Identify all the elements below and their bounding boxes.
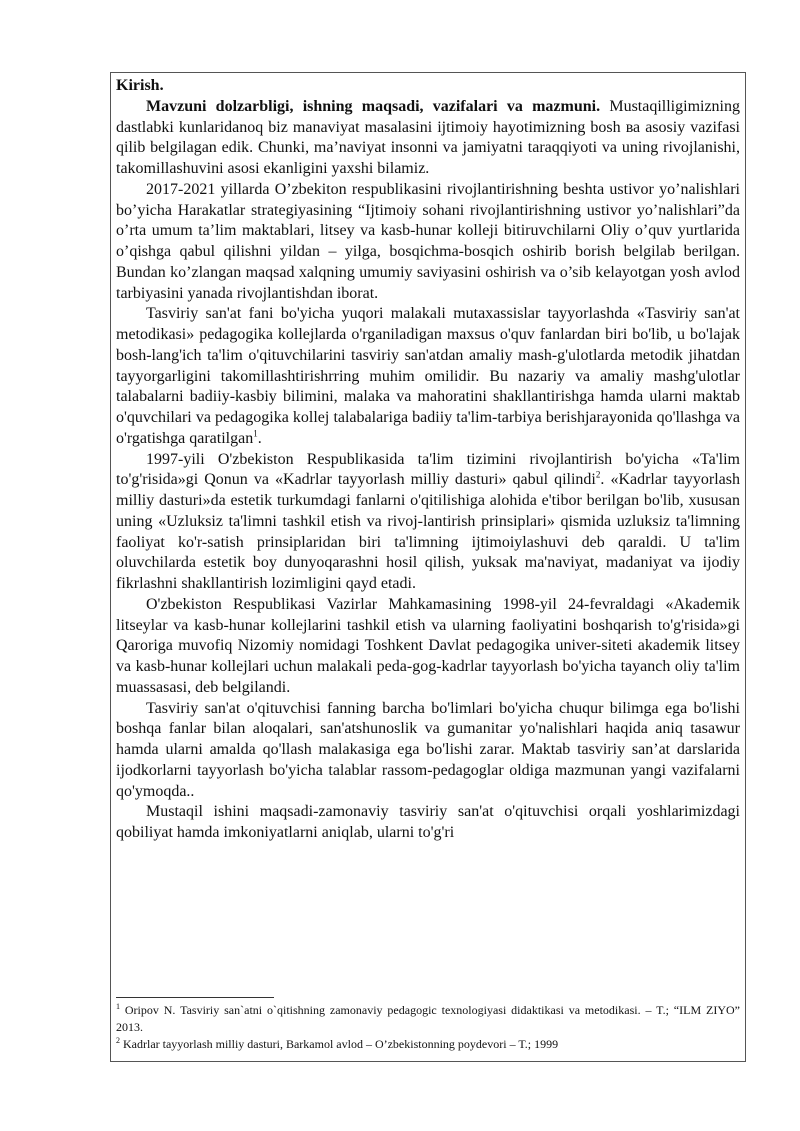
paragraph-1998-decree: O'zbekiston Respublikasi Vazirlar Mahkamasining 1998-yil 24-fevraldagi «Akademik litseylar va kasb-hunar kollejlarini tashkil etish va ularning faoliyatini boshqarish to'g'risida»gi Qaroriga muvofiq Nizomiy nomidagi Toshkent Davlat pedagogika univer-siteti akademik litsey va kasb-hunar kollejlari uchun malakali peda-gog-kadrlar tayyorlash bo'yicha tayanch oliy ta'lim muassasasi, deb belgilandi. [116, 595, 740, 696]
footnote-1 [116, 1002, 740, 1036]
footnote-mark-2: 2 [116, 1036, 120, 1045]
footnote-mark-1: 1 [116, 1002, 120, 1011]
document-body [116, 76, 740, 844]
art-methodology-text: Tasviriy san'at fani bo'yicha yuqori malakali mutaxassislar tayyorlashda «Tasviriy san'at metodikasi» pedagogika kollejlarda o'rganiladigan maxsus o'quv fanlardan biri bo'lib, u bo'lajak bosh-lang'ich ta'lim o'qituvchilarini tasviriy san'atdan amaliy mash-g'ulotlarda metodik jihatdan tayyorgarligini takomillashtirishrring muhim omilidir. Bu nazariy va amaliy mashg'ulotlar talabalarni badiiy-kasbiy bilimini, malaka va mahoratini shakllantirishga hamda ularni maktab o'quvchilari va pedagogika kollej talabalariga badiiy ta'lim-tarbiya berishjarayonida qo'llashga va o'rgatishga qaratilgan [116, 305, 740, 447]
law-text-a: 1997-yili O'zbekiston Respublikasida ta'lim tizimini rivojlantirish bo'yicha «Ta'lim to'g'risida»gi Qonun va «Kadrlar tayyorlash milliy dasturi» qabul qilindi [116, 450, 740, 489]
paragraph-purpose: Mustaqil ishini maqsadi-zamonaviy tasviriy san'at o'qituvchisi orqali yoshlarimizdagi qobiliyat hamda imkoniyatlarni aniqlab, ularni to'g'ri [116, 803, 740, 841]
paragraph-intro [116, 97, 740, 180]
footnote-2 [116, 1036, 740, 1053]
law-text-b: . «Kadrlar tayyorlash milliy dasturi»da estetik turkumdagi fanlarni o'qitilishiga alohida e'tibor berilgan bo'lib, xususan uning «Uzluksiz ta'limni tashkil etish va rivoj-lantirish prinsiplari» qismida uzluksiz ta'limning faoliyat ko'r-satish prinsiplaridan biri ta'limning ijtimoiylashuvi deb qaraldi. U ta'lim oluvchilarda estetik boy dunyoqarashni hosil qilish, yuksak ma'naviyat, madaniyat va ijodiy fikrlashni shakllantirish lozimligini qayd etadi. [116, 471, 741, 592]
section-heading: Kirish. [116, 77, 164, 94]
footnote-text-1: Oripov N. Tasviriy san`atni o`qitishning zamonaviy pedagogic texnologiyasi didaktikasi va metodikasi. – T.; “ILM ZIYO” 2013. [116, 1003, 740, 1034]
paragraph-art-methodology [116, 304, 740, 449]
intro-text: Mustaqilligimizning dastlabki kunlaridanoq biz manaviyat masalasini ijtimoiy hayotimizning bosh ва asosiy vazifasi qilib belgilagan edik. Chunki, ma’naviyat insonni va jamiyatni taraqqiyoti va uning rivojlanishi, takomillashuvini asosi ekanligini yaxshi bilamiz. [116, 97, 741, 177]
footnotes [116, 1002, 740, 1053]
paragraph-teacher-requirements: Tasviriy san'at o'qituvchisi fanning barcha bo'limlari bo'yicha chuqur bilimga ega bo'lishi boshqa fanlar bilan aloqalari, san'atshunoslik va gumanitar yo'nalishlari haqida aniq tasawur hamda ularni amalda qo'llash malakasiga ega bo'lishi zarar. Maktab tasviriy san’at darslarida ijodkorlarni tayyorlash bo'yicha talablar rassom-pedagoglar oldiga mazmunan yangi vazifalarni qo'ymoqda.. [116, 699, 740, 800]
intro-bold-lead: Mavzuni dolzarbligi, ishning maqsadi, vazifalari va mazmuni. [146, 97, 601, 115]
paragraph-strategy: 2017-2021 yillarda O’zbekiton respublikasini rivojlantirishning beshta ustivor yo’nalishlari bo’yicha Harakatlar strategiyasining “Ijtimoiy sohani rivojlantirishning ustivor yo’nalishlari”da o’rta umum ta’lim maktablari, litsey va kasb-hunar kolleji bitiruvchilarni Oliy o’quv yurtlarida o’qishga qabul qilishni yildan – yilga, bosqichma-bosqich oshirib borish belgilab berilgan. Bundan ko’zlangan maqsad xalqning umumiy saviyasini oshirish va o’sib kelayotgan yosh avlod tarbiyasini yanada rivojlantishdan iborat. [116, 180, 740, 302]
footnote-separator [116, 997, 274, 998]
footnote-ref-1: 1 [253, 428, 258, 439]
footnote-ref-2: 2 [595, 469, 601, 480]
paragraph-1997-law [116, 450, 740, 595]
art-methodology-end: . [257, 429, 262, 447]
footnote-text-2: Kadrlar tayyorlash milliy dasturi, Barkamol avlod – O’zbekistonning poydevori – T.; 1999 [120, 1037, 559, 1051]
